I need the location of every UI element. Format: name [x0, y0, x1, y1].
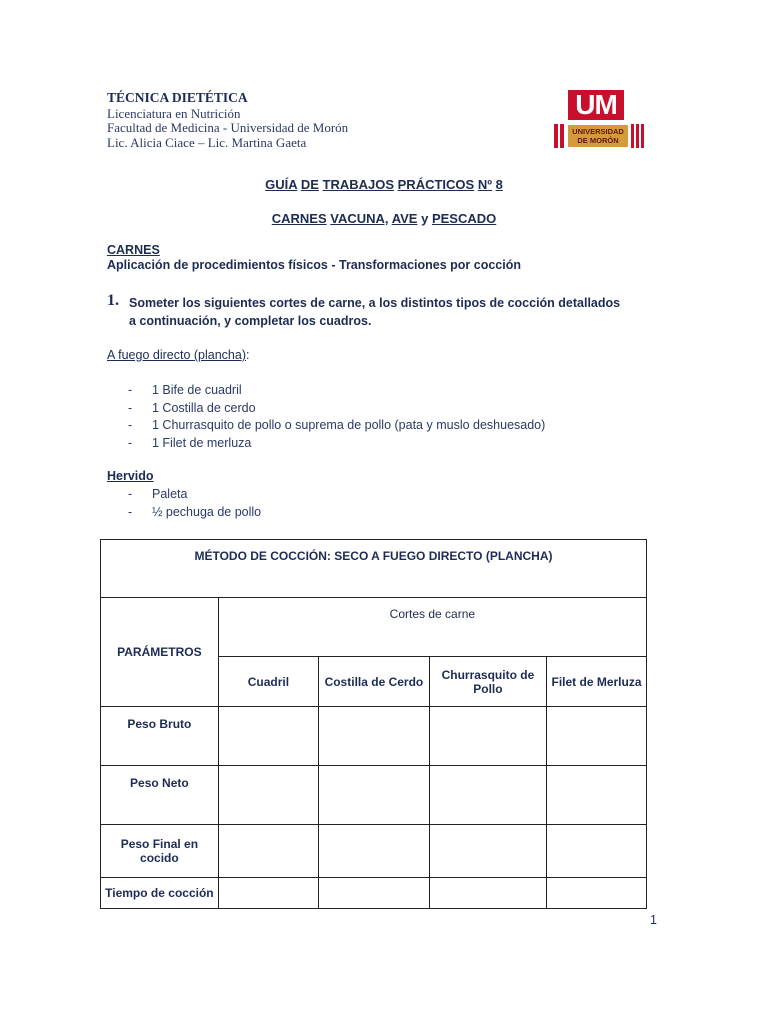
- table-row: [101, 878, 647, 909]
- subtitle-word: CARNES: [271, 211, 327, 226]
- list-item: - 1 Filet de merluza: [107, 435, 667, 453]
- guide-subtitle: [0, 211, 768, 226]
- logo-stripe: [641, 124, 644, 148]
- logo-stripe: [560, 124, 564, 148]
- column-header: Cuadril: [218, 657, 318, 707]
- list-item: - 1 Costilla de cerdo: [107, 400, 667, 418]
- document-header: [107, 91, 348, 150]
- guide-title-word: DE: [300, 177, 319, 192]
- logo-badge-line1: UNIVERSIDAD: [572, 127, 624, 136]
- list-item: - Paleta: [107, 486, 667, 504]
- table-row: [101, 707, 647, 766]
- hervido-list: [107, 486, 667, 521]
- header-instructors: Lic. Alicia Ciace – Lic. Martina Gaeta: [107, 134, 307, 150]
- section-carnes: [107, 243, 521, 272]
- row-label: Tiempo de cocción: [101, 878, 219, 909]
- row-label: Peso Final en cocido: [101, 825, 219, 878]
- hervido-label: Hervido: [107, 469, 154, 483]
- table-cell-empty[interactable]: [319, 707, 430, 766]
- list-item: - 1 Churrasquito de pollo o suprema de pollo (pata y muslo deshuesado): [107, 417, 667, 435]
- table-cell-empty[interactable]: [218, 878, 318, 909]
- table-cell-empty[interactable]: [429, 766, 546, 825]
- exercise-number: 1.: [107, 292, 119, 309]
- page-number: 1: [650, 913, 657, 927]
- guide-title: [0, 177, 768, 192]
- exercise-text: Someter los siguientes cortes de carne, a los distintos tipos de cocción detallados a continuación, y completar los cuadros.: [129, 296, 621, 328]
- table-cell-empty[interactable]: [547, 707, 647, 766]
- table-cell-empty[interactable]: [547, 825, 647, 878]
- row-label: Peso Bruto: [101, 707, 219, 766]
- cuts-header-label: Cortes de carne: [389, 607, 476, 621]
- table-cell-empty[interactable]: [319, 766, 430, 825]
- subtitle-word: y: [421, 211, 429, 226]
- header-faculty: Facultad de Medicina - Universidad de Morón: [107, 120, 349, 135]
- table-cell-empty[interactable]: [218, 766, 318, 825]
- fuego-directo-heading: [107, 348, 249, 362]
- table-title: MÉTODO DE COCCIÓN: SECO A FUEGO DIRECTO (PLANCHA): [101, 540, 647, 598]
- guide-title-word: TRABAJOS: [322, 177, 395, 192]
- table-cell-empty[interactable]: [319, 825, 430, 878]
- university-logo: [548, 90, 644, 152]
- table-cell-empty[interactable]: [429, 707, 546, 766]
- logo-badge: [568, 125, 628, 147]
- logo-monogram: UM: [568, 90, 624, 120]
- guide-title-word: GUÍA: [265, 177, 298, 192]
- table-cell-empty[interactable]: [429, 878, 546, 909]
- param-header: PARÁMETROS: [101, 598, 219, 707]
- table-cell-empty[interactable]: [218, 707, 318, 766]
- table-cell-empty[interactable]: [319, 878, 430, 909]
- header-degree: Licenciatura en Nutrición: [107, 105, 241, 121]
- section-heading: CARNES: [107, 243, 160, 257]
- table-row: [101, 825, 647, 878]
- column-header: Costilla de Cerdo: [319, 657, 430, 707]
- table-row: [101, 766, 647, 825]
- subtitle-word: VACUNA,: [330, 211, 389, 226]
- logo-stripe: [636, 124, 639, 148]
- fuego-directo-colon: :: [245, 348, 250, 362]
- cooking-method-table: [100, 539, 647, 909]
- hervido-heading: [107, 469, 154, 483]
- row-label: Peso Neto: [101, 766, 219, 825]
- logo-stripe: [554, 124, 558, 148]
- cuts-header: [218, 598, 646, 657]
- column-header: Churrasquito de Pollo: [429, 657, 546, 707]
- subtitle-word: AVE: [391, 211, 418, 226]
- guide-title-word: 8: [495, 177, 503, 192]
- table-cell-empty[interactable]: [547, 878, 647, 909]
- table-cell-empty[interactable]: [218, 825, 318, 878]
- section-subheading: Aplicación de procedimientos físicos - Transformaciones por cocción: [107, 258, 521, 272]
- subtitle-word: PESCADO: [431, 211, 497, 226]
- fuego-directo-label: A fuego directo (plancha): [107, 348, 246, 362]
- column-header: Filet de Merluza: [547, 657, 647, 707]
- table-cell-empty[interactable]: [429, 825, 546, 878]
- course-title: TÉCNICA DIETÉTICA: [107, 90, 248, 105]
- guide-title-word: PRÁCTICOS: [397, 177, 475, 192]
- list-item: - 1 Bife de cuadril: [107, 382, 667, 400]
- fuego-directo-list: [107, 382, 667, 452]
- list-item: - ½ pechuga de pollo: [107, 504, 667, 522]
- logo-stripe: [631, 124, 634, 148]
- exercise-1: [107, 294, 627, 330]
- guide-title-word: Nº: [477, 177, 492, 192]
- logo-badge-line2: DE MORÓN: [577, 136, 619, 145]
- table-cell-empty[interactable]: [547, 766, 647, 825]
